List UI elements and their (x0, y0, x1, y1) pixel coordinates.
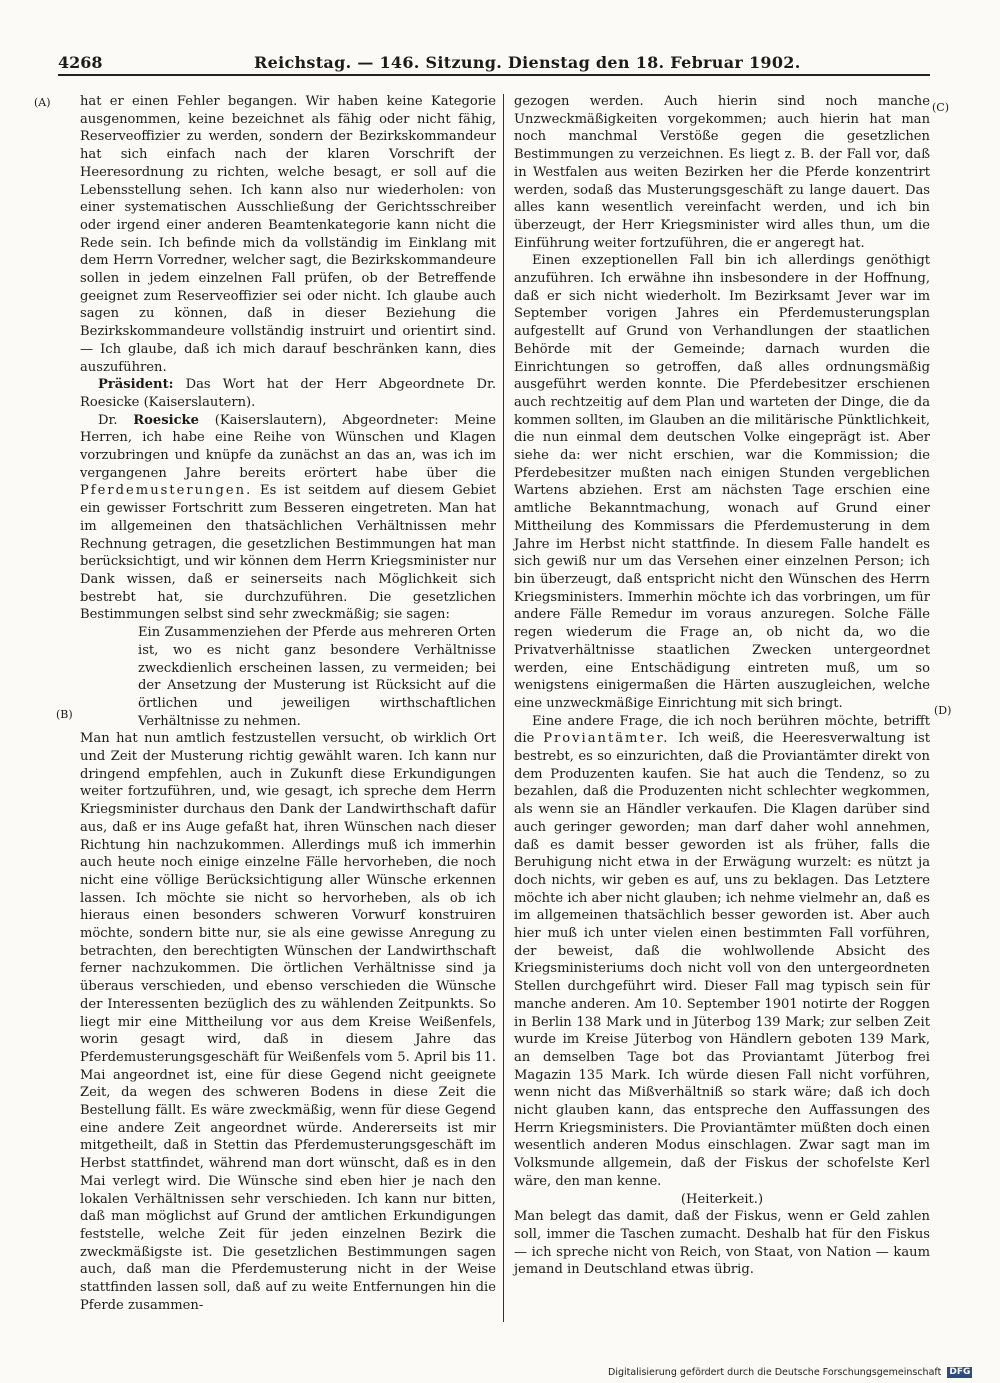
paragraph-text: Eine andere Frage, die ich noch berühren möchte, betrifft die (514, 713, 930, 747)
paragraph: Man belegt das damit, daß der Fiskus, wenn er Geld zahlen soll, immer die Taschen zumacht. Deshalb hat für den Fiskus — ich spreche nicht von Reich, von Staat, von Nation — kaum jemand in Deutschland etwas übrig. (514, 1209, 930, 1278)
paragraph-text: Ich weiß, die Heeresverwaltung ist bestrebt, es so einzurichten, daß die Proviantämter direkt von dem Produzenten kaufen. Sie hat auch die Tendenz, so zu bezahlen, daß die Produzenten nicht schlechter wegkommen, als wenn sie an Händler verkaufen. Die Klagen darüber sind auch geringer geworden; man darf daher wohl annehmen, daß es damit besser geworden ist als früher, falls die Beruhigung nicht etwa in der Erwägung wurzelt: es nützt ja doch nichts, wir geben es auf, uns zu beklagen. Das Letztere möchte ich aber nicht glauben; ich nehme vielmehr an, daß es im allgemeinen thatsächlich besser geworden ist. Aber auch hier muß ich unter vielen einen bestimmten Fall vorführen, der beweist, daß die wohlwollende Absicht des Kriegsministeriums doch nicht voll von den untergeordneten Stellen durchgeführt wird. Dieser Fall mag typisch sein für manche anderen. Am 10. September 1901 notirte der Roggen in Berlin 138 Mark und in Jüterbog 139 Mark; zur selben Zeit wurde im Kreise Jüterbog von Händlern geboten 139 Mark, an demselben Tage bot das Proviantamt Jüterbog frei Magazin 135 Mark. Ich würde diesen Fall nicht vorführen, wenn nicht das Mißverhältniß so stark wäre; daß ich doch nicht glauben kann, das entspreche den Auffassungen des Herrn Kriegsministers. Die Proviantämter müßten doch einen wesentlich anderen Modus einschlagen. Zwar sagt man im Volksmunde allgemein, daß der Fiskus der schofelste Kerl wäre, den man kenne. (514, 731, 930, 1189)
paragraph-text: Das Wort hat der Herr Abgeordnete Dr. Roesicke (Kaiserslautern). (80, 377, 496, 410)
page-number: 4268 (58, 53, 103, 72)
paragraph: Man hat nun amtlich festzustellen versucht, ob wirklich Ort und Zeit der Musterung richtig gewählt waren. Ich kann nur dringend empfehlen, auch in Zukunft diese Erkundigungen weiter fortzuführen, und, wie gesagt, ich spreche dem Herrn Kriegsminister durchaus den Dank der Landwirthschaft dafür aus, daß er ins Auge gefaßt hat, ihren Wünschen nach dieser Richtung hin nachzukommen. Allerdings muß ich immerhin auch heute noch einige einzelne Fälle hervorheben, die noch nicht eine völlige Berücksichtigung aller Wünsche erkennen lassen. Ich möchte sie nicht so hervorheben, als ob ich hieraus einen besonders schweren Vorwurf konstruiren möchte, sondern bitte nur, sie als eine gewisse Anregung zu betrachten, den berechtigten Wünschen der Landwirthschaft ferner nachzukommen. Die örtlichen Verhältnisse sind ja überaus verschieden, und ebenso verschieden die Wünsche der Interessenten bezüglich des zu wählenden Zeitpunkts. So liegt mir eine Mittheilung vor aus dem Kreise Weißenfels, worin gesagt wird, daß in diesem Jahre das Pferdemusterungsgeschäft für Weißenfels vom 5. April bis 11. Mai angeordnet ist, eine für diese Gegend nicht geeignete Zeit, da wegen des schweren Bodens in diese Zeit die Bestellung fällt. Es wäre zweckmäßig, wenn für diese Gegend eine andere Zeit angeordnet würde. Andererseits ist mir mitgetheilt, daß in Stettin das Pferdemusterungsgeschäft im Herbst stattfindet, während man dort wünscht, daß es in den Mai verlegt wird. Die Wünsche sind eben hier je nach den lokalen Verhältnissen sehr verschieden. Ich kann nur bitten, daß man möglichst auf Grund der amtlichen Erkundigungen feststelle, welche Zeit für jeden einzelnen Bezirk die zweckmäßigste ist. Die gesetzlichen Bestimmungen sagen auch, daß man die Pferdemusterung nicht in der Weise stattfinden lassen soll, daß auf zu weite Entfernungen hin die Pferde zusammen- (80, 731, 496, 1313)
spaced-term: Pferdemusterungen. (80, 483, 253, 499)
interjection: (Heiterkeit.) (680, 1191, 764, 1207)
footer-credit (608, 1366, 990, 1380)
paragraph-president (80, 376, 496, 411)
speaker-title: Dr. (98, 412, 134, 428)
paragraph: gezogen werden. Auch hierin sind noch manche Unzweckmäßigkeiten vorgekommen; auch hierin hat man noch manchmal Verstöße gegen die gesetzlichen Bestimmungen zu verzeichnen. Es liegt z. B. der Fall vor, daß in Westfalen aus weiten Bezirken her die Pferde konzentrirt werden, sodaß das Musterungsgeschäft zu lange dauert. Das alles kann wesentlich vereinfacht werden, und ich bin überzeugt, der Herr Kriegsminister wird alles thun, um die Einführung weiter fortzuführen, die er angeregt hat. (514, 94, 930, 251)
block-quote: Ein Zusammenziehen der Pferde aus mehreren Orten ist, wo es nicht ganz besondere Verhältnisse zweckdienlich erscheinen lassen, zu vermeiden; bei der Ansetzung der Musterung ist Rücksicht auf die örtlichen und jeweiligen wirthschaftlichen Verhältnisse zu nehmen. (138, 625, 496, 729)
right-column (514, 93, 930, 1279)
column-divider (503, 94, 504, 1322)
paragraph: hat er einen Fehler begangen. Wir haben keine Kategorie ausgenommen, keine bezeichnet als fähig oder nicht fähig, Reserveoffizier zu werden, sondern der Bezirkskommandeur hat sich einfach nach der klaren Vorschrift der Heeresordnung zu richten, welche besagt, er soll auf die Lebensstellung sehen. Ich kann also nur wiederholen: von einer systematischen Ausschließung der Gerichtsschreiber oder irgend einer anderen Beamtenkategorie kann nicht die Rede sein. Ich befinde mich da vollständig im Einklang mit dem Herrn Vorredner, welcher sagt, die Bezirkskommandeure sollen in jedem einzelnen Fall prüfen, ob der Betreffende geeignet zum Reserveoffizier sei oder nicht. Ich glaube auch sagen zu können, daß in dieser Beziehung die Bezirkskommandeure vollständig instruirt und orientirt sind. — Ich glaube, daß ich mich darauf beschränken kann, dies auszuführen. (80, 94, 496, 375)
dfg-logo: DFG (949, 1367, 971, 1377)
speaker-name: Präsident: (98, 377, 174, 393)
margin-mark-b: (B) (56, 708, 73, 721)
paragraph-proviant (514, 713, 930, 1191)
page-header (58, 52, 930, 74)
margin-mark-a: (A) (34, 96, 51, 109)
margin-mark-c: (C) (932, 101, 949, 114)
running-title: Reichstag. — 146. Sitzung. Dienstag den 18. Februar 1902. (254, 53, 801, 72)
footer-text: Digitalisierung gefördert durch die Deutsche Forschungsgemeinschaft (608, 1367, 942, 1378)
left-column (80, 93, 496, 1315)
paragraph: Einen exzeptionellen Fall bin ich allerdings genöthigt anzuführen. Ich erwähne ihn insbesondere in der Hoffnung, daß er sich nicht wiederholt. Im Bezirksamt Jever war im September vorigen Jahres ein Pferdemusterungsplan aufgestellt auf Grund von Verhandlungen der staatlichen Behörde mit der Gemeinde; darnach wurden die Einrichtungen so getroffen, daß alles ordnungsmäßig ausgeführt werden konnte. Die Pferdebesitzer erschienen auch rechtzeitig auf dem Plan und warteten der Dinge, die da kommen sollten, im Glauben an die militärische Pünktlichkeit, die nun einmal dem deutschen Volke eingeprägt ist. Aber siehe da: wer nicht erschien, war die Kommission; die Pferdebesitzer mußten nach einigen Stunden vergeblichen Wartens abziehen. Erst am nächsten Tage erschien eine amtliche Bekanntmachung, wonach auf Grund einer Mittheilung des Kommissars die Pferdemusterung in dem Jahre im Herbst nicht stattfinde. In diesem Falle handelt es sich gewiß nur um das Versehen einer einzelnen Person; ich bin überzeugt, daß entspricht nicht den Wünschen des Herrn Kriegsministers. Immerhin möchte ich das vorbringen, um für andere Fälle Remedur im voraus anzuregen. Solche Fälle regen wiederum die Frage an, ob nicht da, wo die Privatverhältnisse staatlichen Zwecken untergeordnet werden, eine Entschädigung eintreten muß, um so wenigstens einigermaßen die Härten auszugleichen, welche eine unzweckmäßige Einrichtung mit sich bringt. (514, 253, 930, 711)
header-rule (58, 74, 930, 76)
paragraph-text: (Kaiserslautern), Abgeordneter: Meine Herren, ich habe eine Reihe von Wünschen und Klagen vorzubringen und knüpfe da zunächst an das an, was ich im vergangenen Jahre bereits erörtert habe über die (80, 412, 496, 481)
margin-mark-d: (D) (934, 704, 952, 717)
paragraph-roesicke (80, 412, 496, 624)
paragraph-text: Es ist seitdem auf diesem Gebiet ein gewisser Fortschritt zum Besseren eingetreten. Man hat im allgemeinen den thatsächlichen Verhältnissen mehr Rechnung getragen, die gesetzlichen Bestimmungen hat man berücksichtigt, und wir können dem Herrn Kriegsminister nur Dank wissen, daß er seinerseits nach Möglichkeit sich bestrebt hat, sie durchzuführen. Die gesetzlichen Bestimmungen selbst sind sehr zweckmäßig; sie sagen: (80, 483, 496, 623)
speaker-name: Roesicke (133, 412, 199, 428)
spaced-term: Proviantämter. (543, 731, 670, 747)
